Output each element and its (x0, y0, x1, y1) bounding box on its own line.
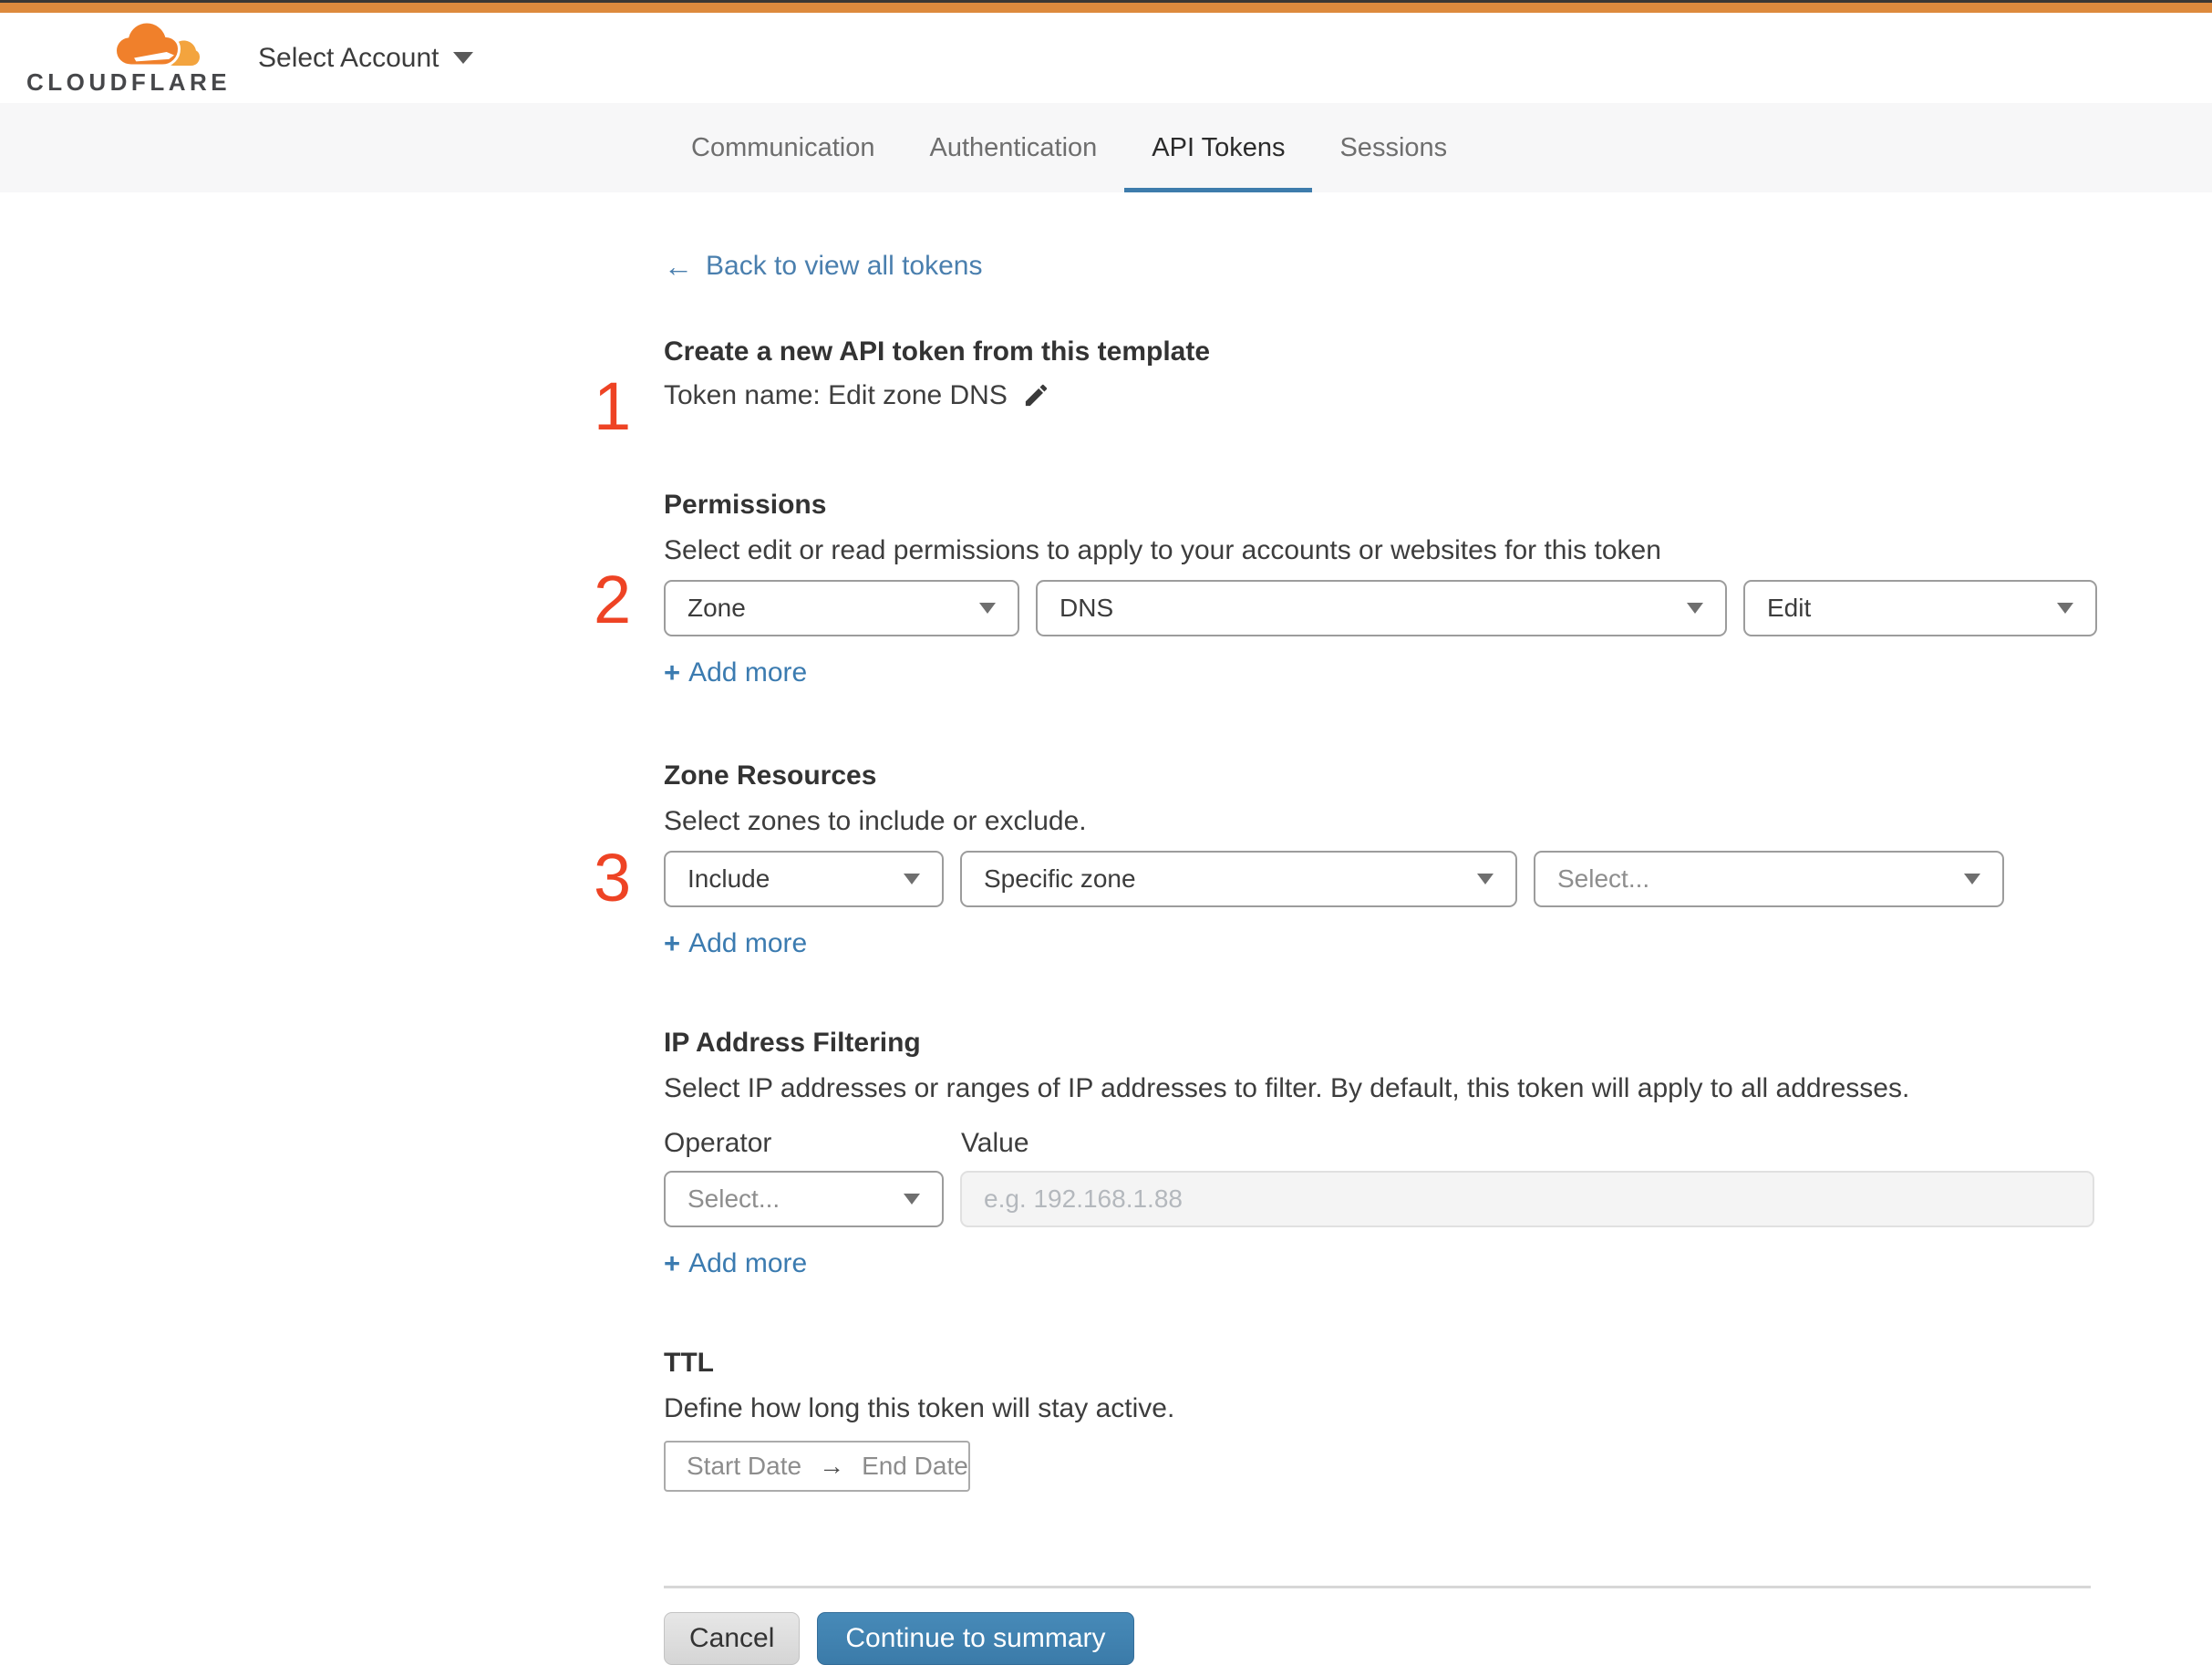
cloudflare-logo (26, 20, 232, 97)
chevron-down-icon (2057, 603, 2073, 614)
brand-accent-bar (0, 3, 2212, 13)
cancel-button[interactable]: Cancel (664, 1612, 800, 1665)
step-1-number: 1 (594, 368, 632, 444)
end-date-placeholder: End Date (862, 1451, 968, 1480)
tab-bar (0, 103, 2212, 192)
zone-name-select[interactable] (1534, 851, 2004, 907)
tab-api-tokens[interactable]: API Tokens (1124, 103, 1312, 192)
arrow-left-icon: ← (664, 250, 693, 283)
zone-resources-description: Select zones to include or exclude. (664, 806, 1087, 836)
permissions-description: Select edit or read permissions to apply to your accounts or websites for this token (664, 535, 1661, 565)
permissions-title: Permissions (664, 489, 827, 520)
edit-pencil-icon[interactable] (1022, 381, 1050, 409)
value-label: Value (961, 1127, 1029, 1158)
back-link-label: Back to view all tokens (706, 251, 983, 281)
operator-label: Operator (664, 1127, 772, 1158)
permission-scope-value: Zone (687, 593, 746, 622)
app-header (0, 13, 2212, 103)
permissions-section (594, 488, 2102, 689)
ttl-description: Define how long this token will stay active. (664, 1393, 1175, 1423)
plus-icon: + (664, 656, 681, 688)
plus-icon: + (664, 1246, 681, 1279)
permission-level-value: Edit (1767, 593, 1812, 622)
page-title: Create a new API token from this template (664, 336, 1211, 367)
arrow-right-icon: → (819, 1451, 845, 1480)
zone-name-value: Select... (1557, 864, 1650, 893)
tab-communication[interactable]: Communication (691, 132, 875, 162)
ttl-date-range-picker[interactable] (664, 1441, 970, 1492)
zone-resources-add-more-link[interactable] (664, 927, 807, 960)
ip-filtering-title: IP Address Filtering (664, 1027, 921, 1058)
permissions-add-more-link[interactable] (664, 657, 807, 689)
token-template-form (594, 192, 2102, 1665)
permission-group-select[interactable] (1036, 580, 1727, 636)
permission-group-value: DNS (1059, 593, 1114, 622)
chevron-down-icon (1964, 874, 1980, 884)
continue-to-summary-button[interactable]: Continue to summary (817, 1612, 1133, 1665)
zone-resources-title: Zone Resources (664, 760, 877, 791)
account-selector-label: Select Account (258, 42, 439, 73)
zone-type-select[interactable] (960, 851, 1517, 907)
ip-filtering-description: Select IP addresses or ranges of IP addresses to filter. By default, this token will apply to all addresses. (664, 1073, 1910, 1103)
add-more-label: Add more (688, 1247, 808, 1278)
add-more-label: Add more (688, 657, 808, 688)
cloudflare-cloud-icon (114, 20, 200, 67)
tab-authentication[interactable]: Authentication (929, 132, 1098, 162)
footer-divider (664, 1586, 2091, 1588)
ip-value-input (960, 1171, 2094, 1227)
chevron-down-icon (979, 603, 996, 614)
chevron-down-icon (904, 1194, 920, 1205)
chevron-down-icon (453, 52, 473, 64)
ttl-title: TTL (664, 1347, 714, 1378)
zone-include-select[interactable] (664, 851, 944, 907)
chevron-down-icon (1477, 874, 1494, 884)
chevron-down-icon (904, 874, 920, 884)
step-2-number: 2 (594, 561, 632, 637)
ip-operator-value: Select... (687, 1184, 780, 1213)
token-name-value: Token name: Edit zone DNS (664, 379, 1008, 410)
chevron-down-icon (1687, 603, 1703, 614)
tabs (664, 103, 2212, 192)
zone-type-value: Specific zone (984, 864, 1136, 893)
token-name-section (594, 335, 2102, 444)
ip-operator-select[interactable] (664, 1171, 944, 1227)
cloudflare-wordmark: CLOUDFLARE (26, 67, 232, 96)
ip-filtering-add-more-link[interactable] (664, 1247, 807, 1280)
zone-resources-section (594, 759, 2102, 960)
add-more-label: Add more (688, 927, 808, 958)
start-date-placeholder: Start Date (687, 1451, 802, 1480)
permission-level-select[interactable] (1743, 580, 2097, 636)
permission-scope-select[interactable] (664, 580, 1019, 636)
plus-icon: + (664, 926, 681, 959)
back-to-tokens-link[interactable] (664, 251, 982, 282)
account-selector[interactable] (258, 43, 473, 74)
zone-include-value: Include (687, 864, 770, 893)
step-3-number: 3 (594, 839, 632, 915)
form-footer (664, 1586, 2102, 1665)
ip-filtering-section (664, 1026, 2102, 1280)
tab-sessions[interactable]: Sessions (1339, 132, 1448, 162)
ttl-section (664, 1346, 2102, 1492)
